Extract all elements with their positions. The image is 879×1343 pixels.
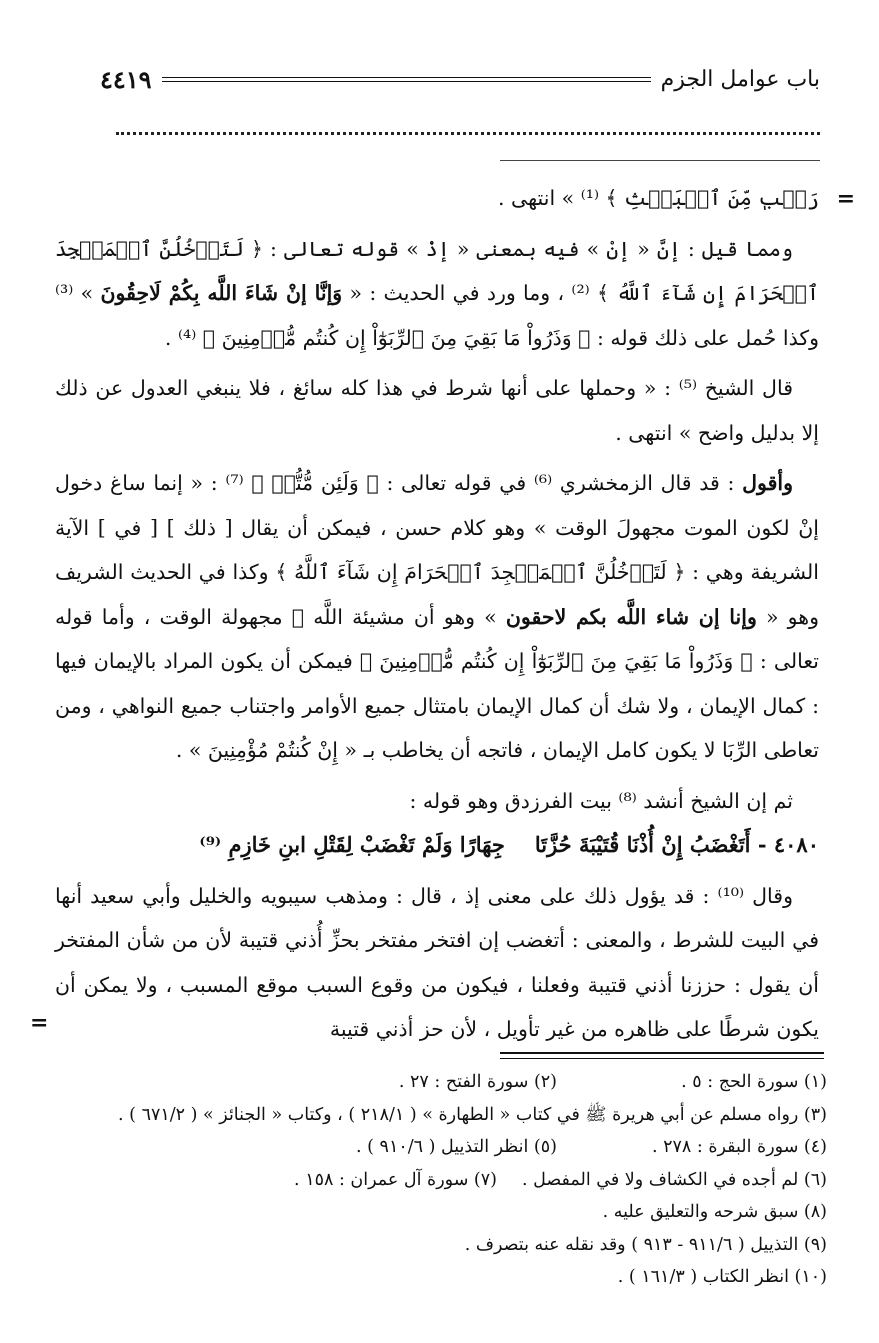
- footnote: (١) سورة الحج : ٥ .: [681, 1072, 827, 1092]
- page-number: ٤٤١٩: [100, 64, 152, 94]
- dotted-separator: [116, 132, 820, 145]
- hadith-quote: وإنا إن شاء اللَّه بكم لاحقون: [505, 604, 757, 629]
- hadith-quote: وَإنَّا إنْ شَاءَ اللَّه بِكُمْ لَاحِقُونَ: [100, 281, 343, 305]
- text-run: » ⁽³⁾ وكذا حُمل على ذلك قوله : ﴿ وَذَرُواْ مَا بَقِيَ مِنَ ٱلرِّبَوٰٓاْ إِن كُنتُم مُّؤۡمِنِينَ ﴾ ⁽⁴⁾ .: [55, 281, 819, 350]
- paragraph-mimma-qil: [55, 227, 819, 361]
- footnote-rule: [500, 1052, 824, 1054]
- footnote: (١٠) انظر الكتاب ( ١٦١/٣ ) .: [617, 1267, 827, 1287]
- footnote-row: [47, 1099, 827, 1132]
- footnote-row: [47, 1229, 827, 1262]
- paragraph-aqulu: [55, 461, 819, 773]
- paragraph-shaykh: قال الشيخ ⁽⁵⁾ : « وحملها على أنها شرط في هذا كله سائغ ، فلا ينبغي العدول عن ذلك إلا بدليل واضح » انتهى .: [55, 376, 819, 445]
- continuation-mark-top: =: [836, 186, 855, 212]
- verse-hemistich-1: أَتَغْضَبُ إِنْ أُذْنَا قُتَيْبَةَ حُزَّتَا: [534, 832, 751, 857]
- header-rule: [162, 77, 651, 82]
- footnote: (٥) انظر التذييل ( ٩١٠/٦ ) .: [356, 1137, 557, 1157]
- footnote: (٤) سورة البقرة : ٢٧٨ .: [651, 1137, 827, 1157]
- separator-rule: [500, 160, 820, 161]
- footnotes: [47, 1066, 827, 1294]
- footnote: (٣) رواه مسلم عن أبي هريرة ﷺ في كتاب « الطهارة » ( ٢١٨/١ ) ، وكتاب « الجنائز » ( ٦٧١/٢ ) .: [118, 1104, 827, 1125]
- chapter-title: باب عوامل الجزم: [660, 66, 820, 92]
- text-run: ومما قيل : إنَّ « إنْ » فيه بمعنى « إذْ » قوله تعالى : ﴿ لَتَدۡخُلُنَّ ٱلۡمَسۡجِدَ ٱلۡحَرَامَ إِن شَآءَ ٱللَّهُ ﴾ ⁽²⁾ ، وما ورد في الحديث : «: [55, 236, 819, 305]
- footnote: (٢) سورة الفتح : ٢٧ .: [398, 1072, 557, 1092]
- lead-word: وأقول: [742, 471, 793, 495]
- footnote-row: [47, 1164, 827, 1197]
- paragraph-verse-intro: ثم إن الشيخ أنشد ⁽⁸⁾ بيت الفرزدق وهو قوله :: [409, 788, 793, 813]
- footnote-row: [47, 1131, 827, 1164]
- poetry-verse: [55, 823, 819, 868]
- footnote: (٩) التذييل ( ٩١١/٦ - ٩١٣ ) وقد نقله عنه بتصرف .: [464, 1234, 827, 1255]
- running-header: [100, 62, 820, 96]
- text-run: : قد قال الزمخشري ⁽⁶⁾ في قوله تعالى : ﴿ وَلَئِن مُّتُّمۡ ﴾ ⁽⁷⁾ : « إنما ساغ دخول إنْ لكون الموت مجهولَ الوقت » وهو كلام حسن ، فيمكن أن يقال [ ذلك ] [ في ] الآية الشريفة وهي : ﴿ لَتَدۡخُلُنَّ ٱلۡمَسۡجِدَ ٱلۡحَرَامَ إِن شَآءَ ٱللَّهُ ﴾ وكذا في الحديث الشريف وهو «: [55, 471, 819, 629]
- footnote-row: [47, 1196, 827, 1229]
- footnote: (٨) سبق شرحه والتعليق عليه .: [602, 1202, 827, 1222]
- footnote-row: [47, 1261, 827, 1294]
- verse-hemistich-2: جِهَارًا وَلَمْ تَغْضَبْ لِقَتْلِ ابنِ خَازِمِ ⁽⁹⁾: [199, 832, 505, 857]
- text-run: » وهو أن مشيئة اللَّه ﷻ مجهولة الوقت ، وأما قوله تعالى : ﴿ وَذَرُواْ مَا بَقِيَ مِنَ ٱلرِّبَوٰٓاْ إِن كُنتُم مُّؤۡمِنِينَ ﴾ فيمكن أن يكون المراد بالإيمان فيها : كمال الإيمان ، ولا شك أن كمال الإيمان بامتثال جميع الأوامر واجتناب جميع النواهي ، ومن تعاطى الرِّبَا لا يكون كامل الإيمان ، فاتجه أن يخاطب بـ « إِنْ كُنتُمْ مُؤْمِنِينَ » .: [55, 604, 819, 762]
- verse-number: ٤٠٨٠ -: [757, 832, 819, 857]
- paragraph-continuation: رَيۡبٖ مِّنَ ٱلۡبَعۡثِ ﴾ ⁽¹⁾ » انتهى .: [497, 186, 819, 210]
- main-text: [55, 176, 819, 1052]
- footnote: (٧) سورة آل عمران : ١٥٨ .: [294, 1169, 497, 1190]
- continuation-mark-bottom: =: [30, 1010, 49, 1036]
- footnote: (٦) لم أجده في الكشاف ولا في المفصل .: [521, 1169, 827, 1190]
- footnote-rule: [500, 1058, 824, 1059]
- footnote-row: [47, 1066, 827, 1099]
- paragraph-qala: وقال ⁽¹⁰⁾ : قد يؤول ذلك على معنى إذ ، قال : ومذهب سيبويه والخليل وأبي سعيد أنها في البيت للشرط ، والمعنى : أتغضب إن افتخر مفتخر بحزِّ أُذني قتيبة لأن من شأن المفتخر أن يقول : حززنا أذني قتيبة وفعلنا ، فيكون من وقوع السبب موقع المسبب ، ولا يمكن أن يكون شرطًا على ظاهره من غير تأويل ، لأن حز أذني قتيبة: [55, 883, 819, 1041]
